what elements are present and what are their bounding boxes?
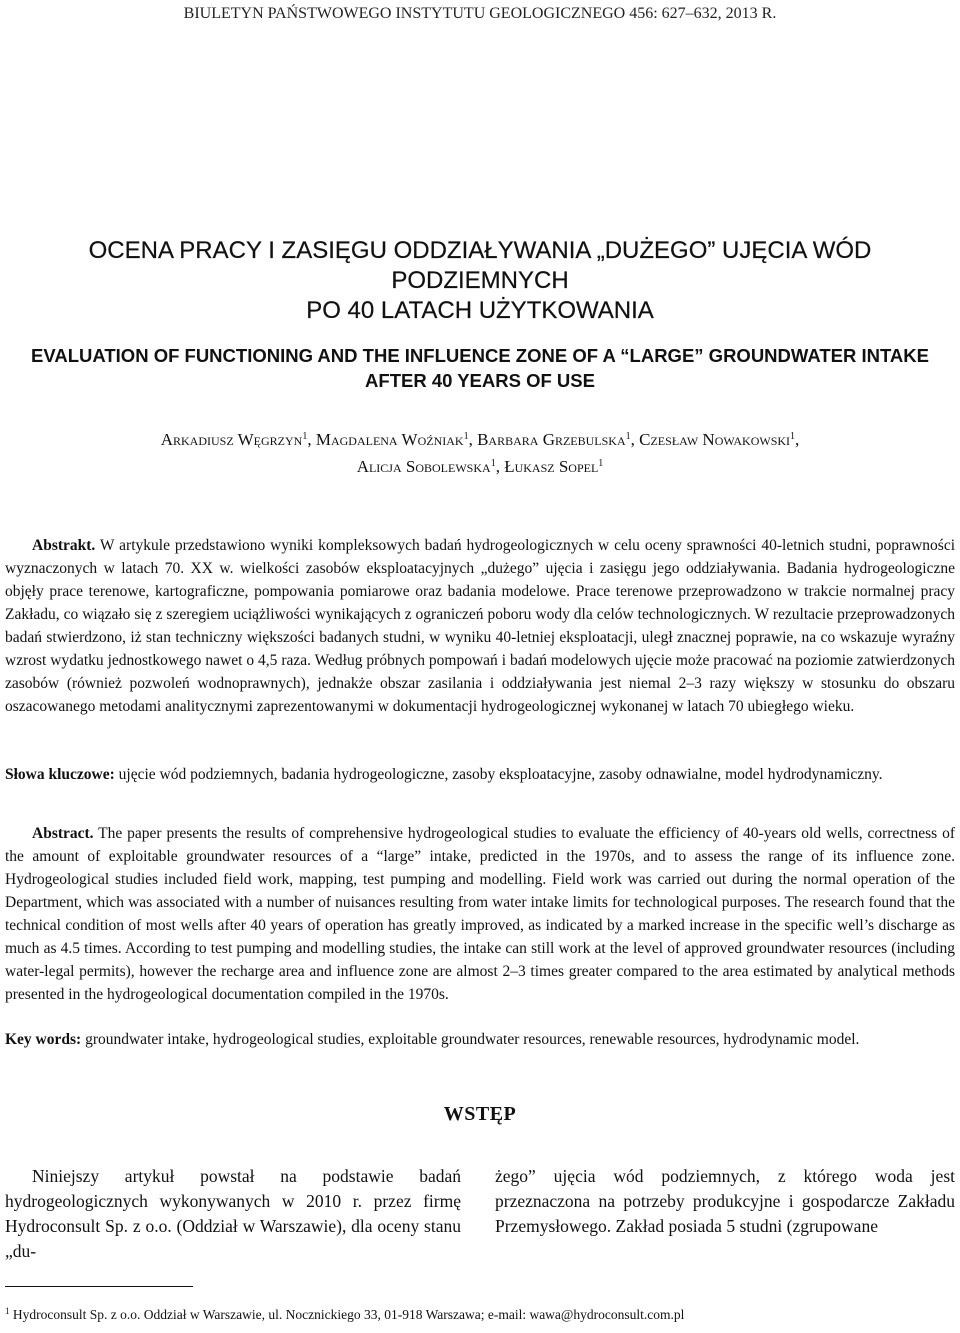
abstract-polish-text: W artykule przedstawiono wyniki kompleksowych badań hydrogeologicznych w celu oceny sprawności 40-letnich studni, poprawności wyznaczonych w latach 70. XX w. wielkości zasobów eksploatacyjnych „dużego” ujęcia i zasięgu jego oddziaływania. Badania hydrogeologiczne objęły prace terenowe, kartograficzne, pompowania pomiarowe oraz badania modelowe. Prace terenowe przeprowadzono w trakcie normalnej pracy Zakładu, co wiązało się z szeregiem uciążliwości wynikających z ograniczeń poboru wody dla celów technologicznych. W rezultacie przeprowadzonych badań stwierdzono, iż stan techniczny większości badanych studni, w wyniku 40-letniej eksploatacji, uległ znacznej poprawie, na co wskazuje wyraźny wzrost wydatku jednostkowego nawet o 4,5 raza. Według próbnych pompowań i badań modelowych ujęcie może pracować na poziomie zatwierdzonych zasobów (również pozwoleń wodnoprawnych), jednakże obszar zasilania i oddziaływania jest niemal 2–3 razy większy w stosunku do obszaru oszacowanego metodami analitycznymi zaprezentowanymi w dokumentacji hydrogeologicznej wykonanej w latach 70 ubiegłego wieku. (5, 537, 955, 715)
abstract-polish (5, 534, 955, 718)
journal-header: BIULETYN PAŃSTWOWEGO INSTYTUTU GEOLOGICZNEGO 456: 627–632, 2013 R. (183, 5, 777, 22)
author-affiliation: 1 (463, 431, 469, 442)
title-english-line1: EVALUATION OF FUNCTIONING AND THE INFLUENCE ZONE OF A “LARGE” GROUNDWATER INTAKE (31, 345, 929, 366)
title-polish-line2: PO 40 LATACH UŻYTKOWANIA (306, 297, 654, 324)
author-line-1: Arkadiusz Węgrzyn$^1$, Magdalena Woźniak$^1$, Barbara Grzebulska$^1$, Czesław Nowakowski$^1$, (160, 430, 800, 449)
abstract-polish-label: Abstrakt. (32, 537, 96, 554)
keywords-english-label: Key words: (5, 1031, 82, 1048)
footnote-text: Hydroconsult Sp. z o.o. Oddział w Warszawie, ul. Nocznickiego 33, 01-918 Warszawa; e-mail: wawa@hydroconsult.com.pl (9, 1307, 685, 1322)
author-affiliation: 1 (490, 458, 496, 469)
author-name: Łukasz Sopel (504, 457, 599, 476)
body-text-right: żego” ujęcia wód podziemnych, z którego woda jest przeznaczona na potrzeby produkcyjne i gospodarcze Zakładu Przemysłowego. Zakład posiada 5 studni (zgrupowane (495, 1166, 955, 1236)
title-polish-line1: OCENA PRACY I ZASIĘGU ODDZIAŁYWANIA „DUŻEGO” UJĘCIA WÓD PODZIEMNYCH (88, 237, 872, 294)
abstract-english (5, 822, 955, 1006)
footnote-divider (5, 1286, 193, 1287)
keywords-english-text: groundwater intake, hydrogeological studies, exploitable groundwater resources, renewable resources, hydrodynamic model. (81, 1031, 860, 1048)
keywords-english (5, 1028, 955, 1051)
author-affiliation: 1 (302, 431, 308, 442)
author-name: Alicja Sobolewska (356, 457, 491, 476)
body-column-right (495, 1164, 955, 1239)
author-name: Barbara Grzebulska (477, 430, 626, 449)
footnote (5, 1306, 955, 1323)
section-heading: WSTĘP (443, 1103, 517, 1125)
title-english (0, 343, 960, 393)
author-name: Arkadiusz Węgrzyn (160, 430, 303, 449)
abstract-english-label: Abstract. (32, 825, 94, 842)
author-affiliation: 1 (598, 458, 604, 469)
author-name: Magdalena Woźniak (315, 430, 464, 449)
footnote-marker: 1 (5, 1306, 10, 1316)
keywords-polish-label: Słowa kluczowe: (5, 766, 115, 783)
author-list (0, 425, 960, 479)
author-name: Czesław Nowakowski (639, 430, 791, 449)
title-polish (0, 236, 960, 326)
abstract-english-text: The paper presents the results of comprehensive hydrogeological studies to evaluate the efficiency of 40-years old wells, correctness of the amount of exploitable groundwater resources of a “large” intake, predicted in the 1970s, and to assess the range of its influence zone. Hydrogeological studies included field work, mapping, test pumping and modelling. Field work was carried out during the normal operation of the Department, which was associated with a number of nuisances resulting from water intake limits for technological purposes. The research found that the technical condition of most wells after 40 years of operation has greatly improved, as indicated by a marked increase in the specific well’s discharge as much as 4.5 times. According to test pumping and modelling studies, the intake can still work at the level of approved groundwater resources (including water-legal permits), however the recharge area and influence zone are almost 2–3 times greater compared to the area estimated by analytical methods presented in the hydrogeological documentation compiled in the 1970s. (5, 825, 955, 1003)
author-affiliation: 1 (790, 431, 796, 442)
keywords-polish (5, 763, 955, 786)
body-text-left: Niniejszy artykuł powstał na podstawie badań hydrogeologicznych wykonywanych w 2010 r. przez firmę Hydroconsult Sp. z o.o. (Oddział w Warszawie), dla oceny stanu „du- (5, 1166, 461, 1261)
author-line-2: Alicja Sobolewska$^1$, Łukasz Sopel$^1$ (356, 457, 604, 476)
keywords-polish-text: ujęcie wód podziemnych, badania hydrogeologiczne, zasoby eksploatacyjne, zasoby odnawialne, model hydrodynamiczny. (114, 766, 883, 783)
title-english-line2: AFTER 40 YEARS OF USE (365, 370, 595, 391)
body-column-left (5, 1164, 461, 1264)
author-affiliation: 1 (625, 431, 631, 442)
